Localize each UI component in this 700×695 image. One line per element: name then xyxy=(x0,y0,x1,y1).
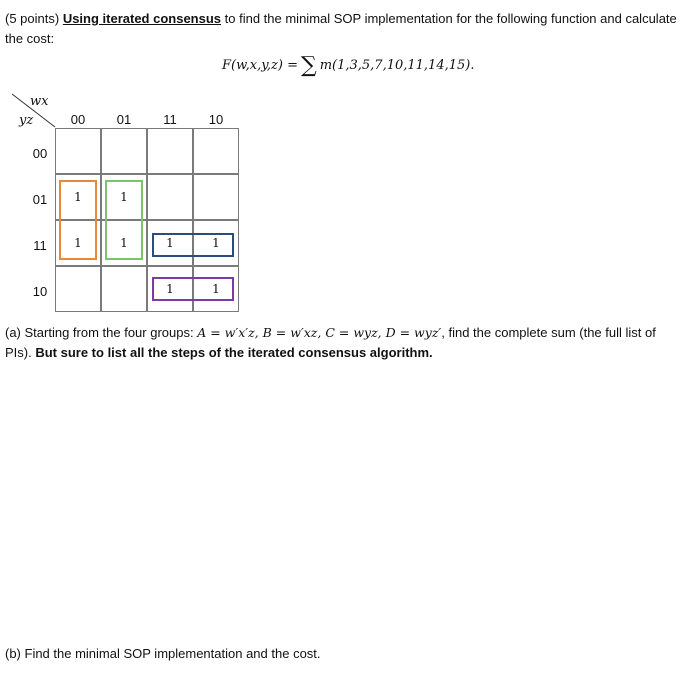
question-b: (b) Find the minimal SOP implementation and the cost. xyxy=(5,646,321,661)
intro-prefix: (5 points) xyxy=(5,11,63,26)
kmap-cell xyxy=(147,128,193,174)
intro-underlined: Using iterated consensus xyxy=(62,11,222,26)
kmap-cell: 1 xyxy=(55,174,101,220)
kmap-row-header: 11 xyxy=(33,238,47,253)
kmap-col-header: 11 xyxy=(163,112,177,127)
kmap-cell: 1 xyxy=(101,220,147,266)
kmap-cell xyxy=(55,266,101,312)
question-a-bold: But sure to list all the steps of the iterated consensus algorithm. xyxy=(35,345,433,360)
kmap-cell xyxy=(147,174,193,220)
group-a-outline xyxy=(59,180,97,260)
question-a xyxy=(5,323,685,363)
kmap-row-header: 10 xyxy=(32,284,48,299)
kmap-col-header: 00 xyxy=(70,112,86,127)
kmap-cell xyxy=(55,128,101,174)
function-formula xyxy=(222,50,475,78)
kmap-cell: 1 xyxy=(55,220,101,266)
question-a-groups: A = w′x′z, B = w′xz, C = wyz, D = wyz′ xyxy=(197,325,442,340)
question-a-after: , find the complete sum (the full list of PIs). xyxy=(5,325,656,360)
problem-intro xyxy=(5,9,695,49)
kmap-cell xyxy=(101,266,147,312)
kmap-cell xyxy=(101,128,147,174)
kmap-cell xyxy=(193,128,239,174)
group-d-outline xyxy=(152,277,234,301)
formula-lhs: F(w,x,y,z) = xyxy=(222,58,298,73)
sigma-symbol: ∑ xyxy=(300,53,317,78)
kmap-cell: 1 xyxy=(101,174,147,220)
kmap-row-header: 01 xyxy=(32,192,48,207)
question-a-label: (a) Starting from the four groups: xyxy=(5,325,198,340)
group-c-outline xyxy=(152,233,234,257)
kmap-col-variable: wx xyxy=(30,94,49,109)
intro-rest: to find the minimal SOP implementation for the following function and calculate the cost: xyxy=(5,11,677,46)
kmap-col-header: 01 xyxy=(116,112,132,127)
kmap-cell: 1 xyxy=(147,266,193,312)
kmap-cell: 1 xyxy=(147,220,193,266)
kmap-row-variable: yz xyxy=(19,113,34,128)
kmap-cell: 1 xyxy=(193,266,239,312)
formula-rhs: m(1,3,5,7,10,11,14,15). xyxy=(319,58,475,73)
kmap-row-header: 00 xyxy=(32,146,48,161)
group-b-outline xyxy=(105,180,143,260)
kmap-cell xyxy=(193,174,239,220)
kmap-cell: 1 xyxy=(193,220,239,266)
kmap-col-header: 10 xyxy=(208,112,224,127)
